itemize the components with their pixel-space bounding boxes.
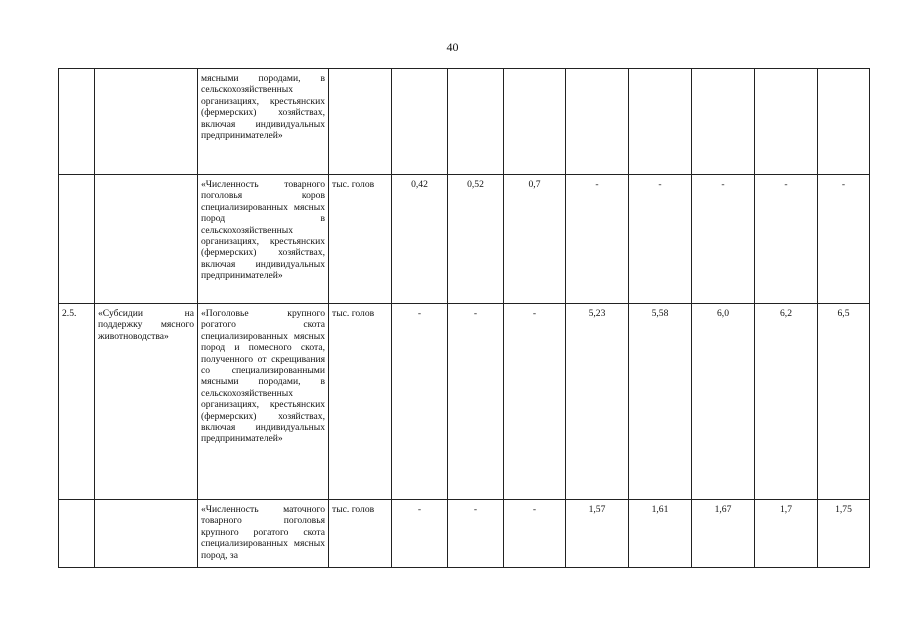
row-index-cell	[59, 175, 95, 304]
indicator-cell: мясными породами, в сельскохозяйственных организациях, крестьянских (фермерских) хозяйствах, включая индивидуальных предпринимателей»	[198, 69, 329, 175]
value-cell: 0,52	[448, 175, 504, 304]
value-cell: 0,42	[392, 175, 448, 304]
value-cell: 1,61	[629, 500, 692, 568]
value-cell	[566, 69, 629, 175]
table-row	[59, 69, 870, 175]
table-row	[59, 500, 870, 568]
value-cell: 6,0	[692, 304, 755, 500]
value-cell	[692, 69, 755, 175]
unit-cell: тыс. голов	[329, 175, 392, 304]
indicator-cell: «Поголовье крупного рогатого скота специализированных мясных пород и помесного скота, полученного от скрещивания со специализированными мясными породами, в сельскохозяйственных организациях, крестьянских (фермерских) хозяйствах, включая индивидуальных предпринимателей»	[198, 304, 329, 500]
value-cell	[448, 69, 504, 175]
value-cell: -	[504, 500, 566, 568]
value-cell: -	[629, 175, 692, 304]
row-index-cell	[59, 500, 95, 568]
value-cell: 5,23	[566, 304, 629, 500]
indicator-cell: «Численность маточного товарного поголовья крупного рогатого скота специализированных мясных пород, за	[198, 500, 329, 568]
value-cell	[755, 69, 818, 175]
value-cell	[629, 69, 692, 175]
value-cell: -	[818, 175, 870, 304]
value-cell: 6,5	[818, 304, 870, 500]
value-cell: -	[392, 500, 448, 568]
value-cell: 6,2	[755, 304, 818, 500]
indicators-table	[58, 68, 870, 568]
measure-cell: «Субсидии на поддержку мясного животноводства»	[95, 304, 198, 500]
page-number: 40	[446, 40, 459, 54]
unit-cell	[329, 69, 392, 175]
measure-cell	[95, 500, 198, 568]
value-cell: -	[692, 175, 755, 304]
value-cell: -	[448, 304, 504, 500]
value-cell: 0,7	[504, 175, 566, 304]
value-cell: 1,75	[818, 500, 870, 568]
value-cell	[392, 69, 448, 175]
value-cell: -	[392, 304, 448, 500]
value-cell: -	[755, 175, 818, 304]
value-cell: -	[566, 175, 629, 304]
unit-cell: тыс. голов	[329, 304, 392, 500]
value-cell	[818, 69, 870, 175]
value-cell: 1,57	[566, 500, 629, 568]
value-cell	[504, 69, 566, 175]
measure-cell	[95, 175, 198, 304]
row-index-cell: 2.5.	[59, 304, 95, 500]
value-cell: 1,67	[692, 500, 755, 568]
row-index-cell	[59, 69, 95, 175]
value-cell: -	[504, 304, 566, 500]
value-cell: 1,7	[755, 500, 818, 568]
measure-cell	[95, 69, 198, 175]
value-cell: -	[448, 500, 504, 568]
table-row	[59, 304, 870, 500]
table-row	[59, 175, 870, 304]
indicator-cell: «Численность товарного поголовья коров специализированных мясных пород в сельскохозяйственных организациях, крестьянских (фермерских) хозяйствах, включая индивидуальных предпринимателей»	[198, 175, 329, 304]
unit-cell: тыс. голов	[329, 500, 392, 568]
value-cell: 5,58	[629, 304, 692, 500]
